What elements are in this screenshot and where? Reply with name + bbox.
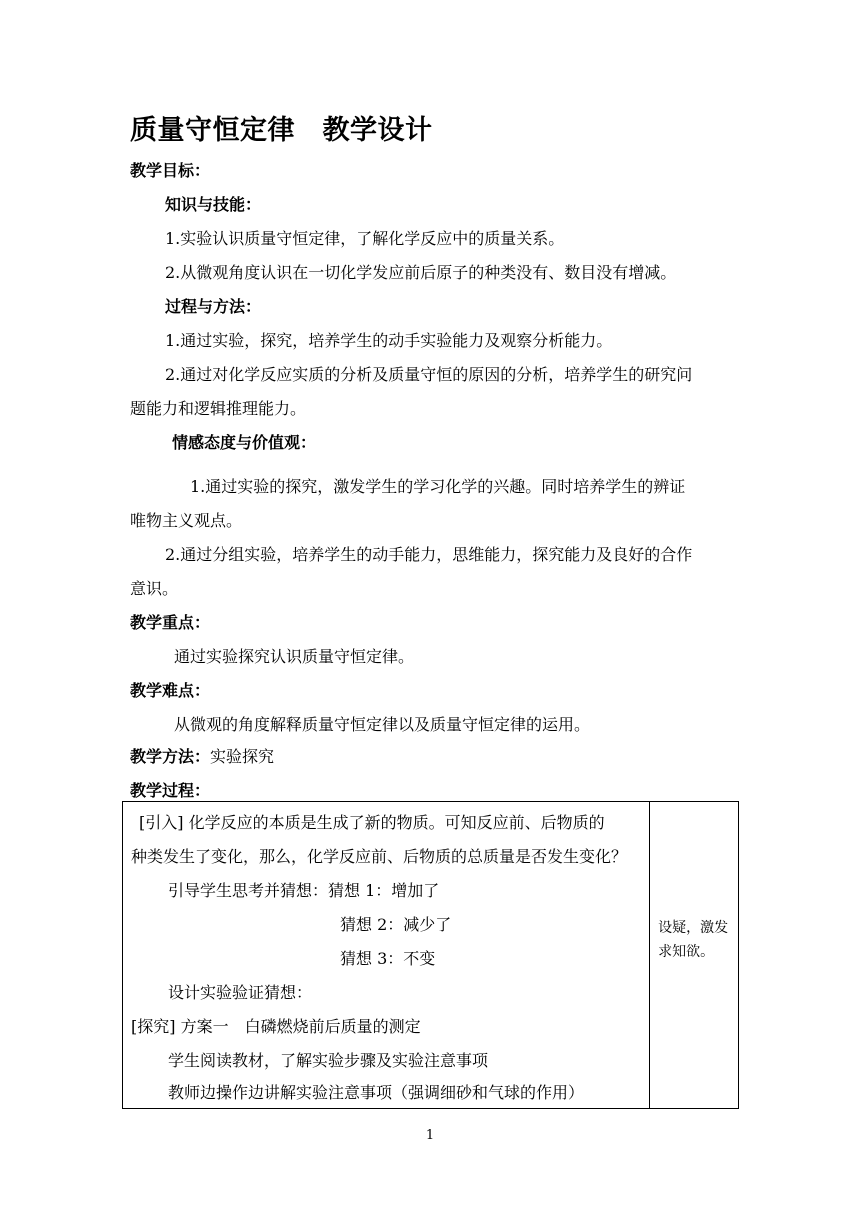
- method-text: 实验探究: [210, 747, 275, 766]
- emotion-item-2-cont: 意识。: [130, 579, 179, 598]
- process-note-cell: [650, 802, 739, 1109]
- emotion-heading: 情感态度与价值观：: [172, 433, 317, 452]
- knowledge-item-2: 2.从微观角度认识在一切化学发应前后原子的种类没有、数目没有增减。: [165, 263, 677, 282]
- emotion-item-2: 2.通过分组实验，培养学生的动手能力，思维能力，探究能力及良好的合作: [165, 545, 693, 564]
- process-steps-heading: 教学过程：: [130, 781, 211, 800]
- key-points-heading: 教学重点：: [130, 613, 211, 632]
- process-content-cell: [123, 802, 650, 1109]
- table-line-5: 猜想 3：不变: [340, 949, 436, 968]
- table-line-8: 学生阅读教材，了解实验步骤及实验注意事项: [168, 1051, 489, 1070]
- process-heading: 过程与方法：: [165, 297, 262, 316]
- process-item-1: 1.通过实验，探究，培养学生的动手实验能力及观察分析能力。: [165, 331, 613, 350]
- knowledge-item-1: 1.实验认识质量守恒定律，了解化学反应中的质量关系。: [165, 229, 565, 248]
- knowledge-heading: 知识与技能：: [165, 195, 262, 214]
- document-title: 质量守恒定律 教学设计: [130, 115, 433, 146]
- process-item-2-cont: 题能力和逻辑推理能力。: [130, 399, 307, 418]
- method-heading: 教学方法：: [130, 747, 211, 766]
- table-line-3: 引导学生思考并猜想：猜想 1：增加了: [168, 881, 440, 900]
- method-line: [130, 744, 274, 767]
- table-line-9: 教师边操作边讲解实验注意事项（强调细砂和气球的作用）: [168, 1083, 585, 1102]
- side-note: 设疑，激发求知欲。: [658, 920, 729, 960]
- objectives-heading: 教学目标：: [130, 161, 211, 180]
- process-item-2: 2.通过对化学反应实质的分析及质量守恒的原因的分析，培养学生的研究问: [165, 365, 693, 384]
- table-line-4: 猜想 2：减少了: [340, 915, 452, 934]
- emotion-item-1-cont: 唯物主义观点。: [130, 511, 243, 530]
- teaching-process-table: [122, 801, 739, 1109]
- difficulties-text: 从微观的角度解释质量守恒定律以及质量守恒定律的运用。: [174, 715, 591, 734]
- page-number: 1: [425, 1128, 435, 1143]
- table-line-1: [引入] 化学反应的本质是生成了新的物质。可知反应前、后物质的: [139, 813, 605, 832]
- table-line-6: 设计实验验证猜想：: [168, 983, 313, 1002]
- table-line-7: [探究] 方案一 白磷燃烧前后质量的测定: [131, 1017, 421, 1036]
- table-line-2: 种类发生了变化，那么，化学反应前、后物质的总质量是否发生变化？: [131, 847, 628, 866]
- key-points-text: 通过实验探究认识质量守恒定律。: [174, 647, 415, 666]
- emotion-item-1: 1.通过实验的探究，激发学生的学习化学的兴趣。同时培养学生的辨证: [190, 477, 686, 496]
- difficulties-heading: 教学难点：: [130, 681, 211, 700]
